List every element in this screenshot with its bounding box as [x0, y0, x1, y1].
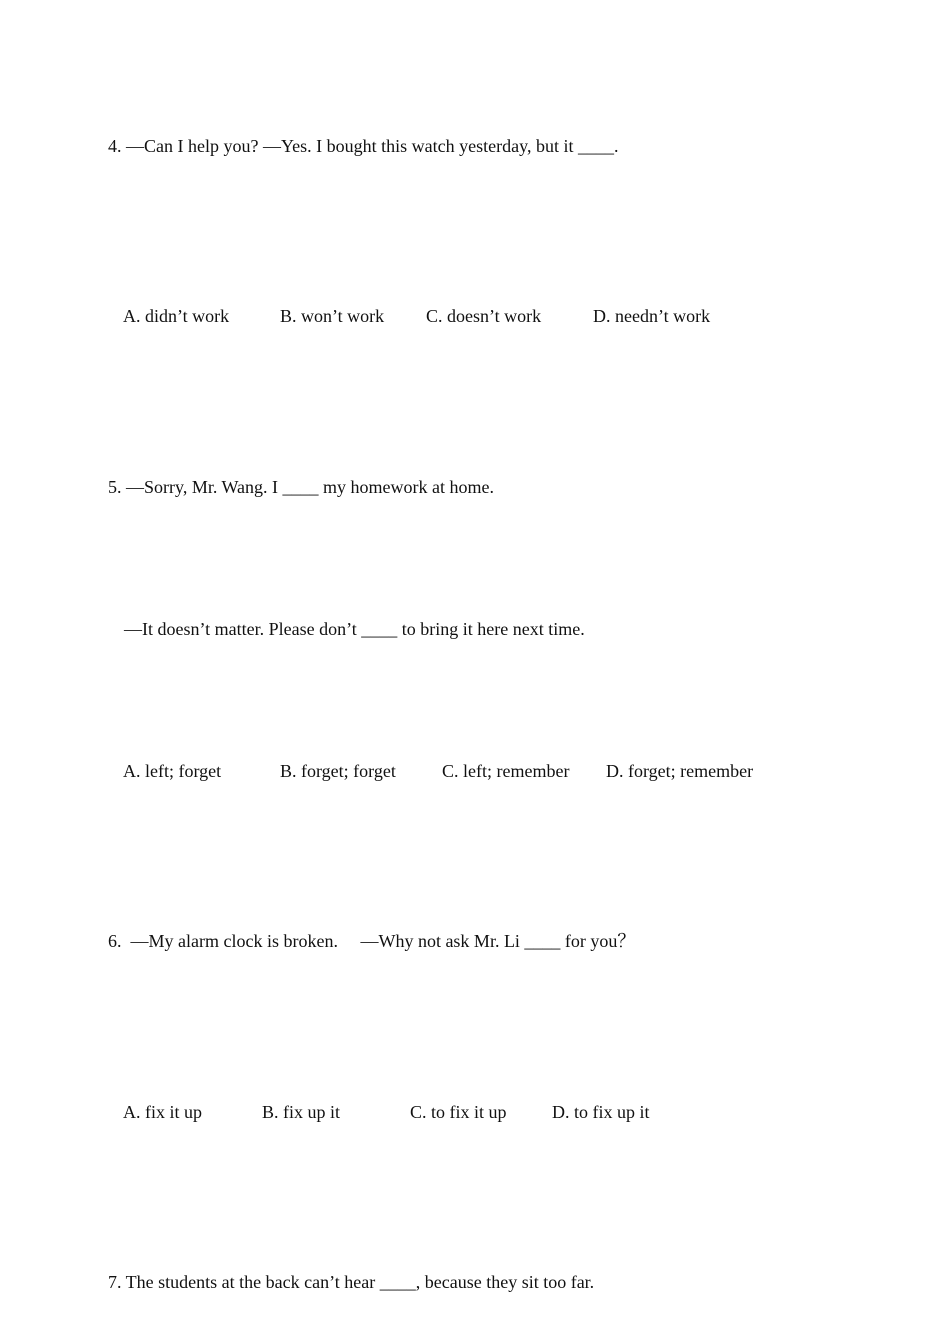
question-4-option-b: B. won’t work: [280, 306, 385, 326]
question-5-option-c: C. left; remember: [442, 761, 570, 781]
question-6-option-d: D. to fix up it: [552, 1102, 650, 1122]
question-7-stem: 7. The students at the back can’t hear ____, because they sit too far.: [108, 1272, 595, 1292]
question-4-option-a: A. didn’t work: [123, 306, 230, 326]
question-4-stem: 4. —Can I help you? —Yes. I bought this watch yesterday, but it ____.: [108, 136, 619, 156]
question-4-option-d: D. needn’t work: [593, 306, 711, 326]
question-4-option-c: C. doesn’t work: [426, 306, 542, 326]
question-5-option-b: B. forget; forget: [280, 761, 396, 781]
question-6-stem: 6. —My alarm clock is broken. —Why not ask Mr. Li ____ for you？: [108, 931, 636, 951]
question-5-option-d: D. forget; remember: [606, 761, 754, 781]
question-6-option-b: B. fix up it: [262, 1102, 341, 1122]
question-5-stem: 5. —Sorry, Mr. Wang. I ____ my homework at home.: [108, 477, 495, 497]
question-6-option-c: C. to fix it up: [410, 1102, 507, 1122]
question-5-reply: —It doesn’t matter. Please don’t ____ to bring it here next time.: [124, 619, 585, 639]
question-6-option-a: A. fix it up: [123, 1102, 202, 1122]
question-5-option-a: A. left; forget: [123, 761, 222, 781]
